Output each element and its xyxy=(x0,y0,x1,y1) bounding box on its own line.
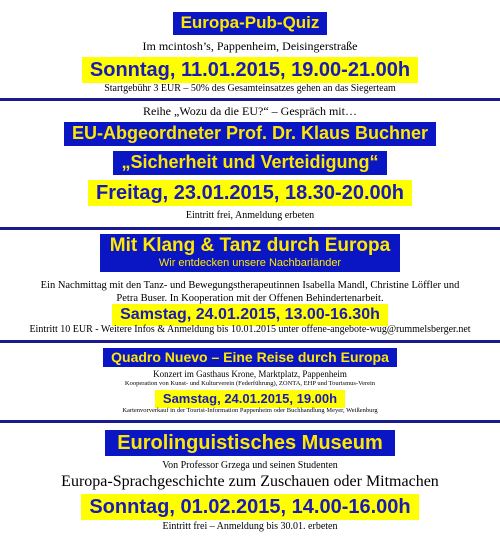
event1-note: Startgebühr 3 EUR – 50% des Gesamteinsatzes gehen an das Siegerteam xyxy=(104,83,396,94)
divider-4 xyxy=(0,420,500,423)
event4-datetime-row xyxy=(0,390,500,408)
divider-1 xyxy=(0,98,500,101)
event1-datetime-row xyxy=(0,57,500,83)
event4-title-row xyxy=(0,348,500,367)
event5-description: Europa-Sprachgeschichte zum Zuschauen oder Mitmachen xyxy=(61,473,439,490)
event3-title: Mit Klang & Tanz durch Europa xyxy=(109,235,391,256)
event4-location: Konzert im Gasthaus Krone, Marktplatz, Pappenheim xyxy=(153,369,347,379)
event2-note: Eintritt frei, Anmeldung erbeten xyxy=(185,210,315,221)
event1-title-row xyxy=(0,12,500,35)
event5-title-row xyxy=(0,430,500,456)
event4-cooperation: Kooperation von Kunst- und Kulturverein (Federführung), ZONTA, EHP und Tourismus-Verein xyxy=(124,380,376,387)
event3-title-block xyxy=(0,234,500,272)
event3-title-band xyxy=(100,234,400,272)
divider-2 xyxy=(0,227,500,230)
event2-intro: Reihe „Wozu da die EU?“ – Gespräch mit… xyxy=(143,104,357,118)
event5-note: Eintritt frei – Anmeldung bis 30.01. erbeten xyxy=(162,521,338,532)
event1-datetime: Sonntag, 11.01.2015, 19.00-21.00h xyxy=(82,57,418,83)
event2-datetime-row xyxy=(0,180,500,206)
event2-datetime: Freitag, 23.01.2015, 18.30-20.00h xyxy=(88,180,412,206)
divider-3 xyxy=(0,340,500,343)
event2-speaker: EU-Abgeordneter Prof. Dr. Klaus Buchner xyxy=(64,122,436,146)
event3-description: Ein Nachmittag mit den Tanz- und Bewegungstherapeutinnen Isabella Mandl, Christine Löffler und Petra Buser. In Kooperation mit der Offenen Behindertenarbeit. xyxy=(40,280,460,304)
event3-datetime-row xyxy=(0,304,500,326)
event4-datetime: Samstag, 24.01.2015, 19.00h xyxy=(155,390,345,408)
event3-subtitle: Wir entdecken unsere Nachbarländer xyxy=(158,256,342,269)
event5-byline: Von Professor Grzega und seinen Studenten xyxy=(162,460,338,471)
event5-title: Eurolinguistisches Museum xyxy=(105,430,395,456)
event1-title: Europa-Pub-Quiz xyxy=(173,12,328,35)
event5-datetime-row xyxy=(0,494,500,520)
event2-topic: „Sicherheit und Verteidigung“ xyxy=(113,151,386,175)
event4-note: Kartenvorverkauf in der Tourist-Information Pappenheim oder Buchhandlung Meyer, Weißenburg xyxy=(122,407,378,414)
event4-title: Quadro Nuevo – Eine Reise durch Europa xyxy=(103,348,397,367)
event1-location: Im mcintosh’s, Pappenheim, Deisingerstraße xyxy=(142,39,358,53)
event2-topic-row xyxy=(0,151,500,175)
event2-speaker-row xyxy=(0,122,500,146)
event5-datetime: Sonntag, 01.02.2015, 14.00-16.00h xyxy=(81,494,418,520)
event3-note: Eintritt 10 EUR - Weitere Infos & Anmeldung bis 10.01.2015 unter offene-angebote-wug@rummelsberger.net xyxy=(29,324,471,335)
event3-datetime: Samstag, 24.01.2015, 13.00-16.30h xyxy=(112,304,388,326)
